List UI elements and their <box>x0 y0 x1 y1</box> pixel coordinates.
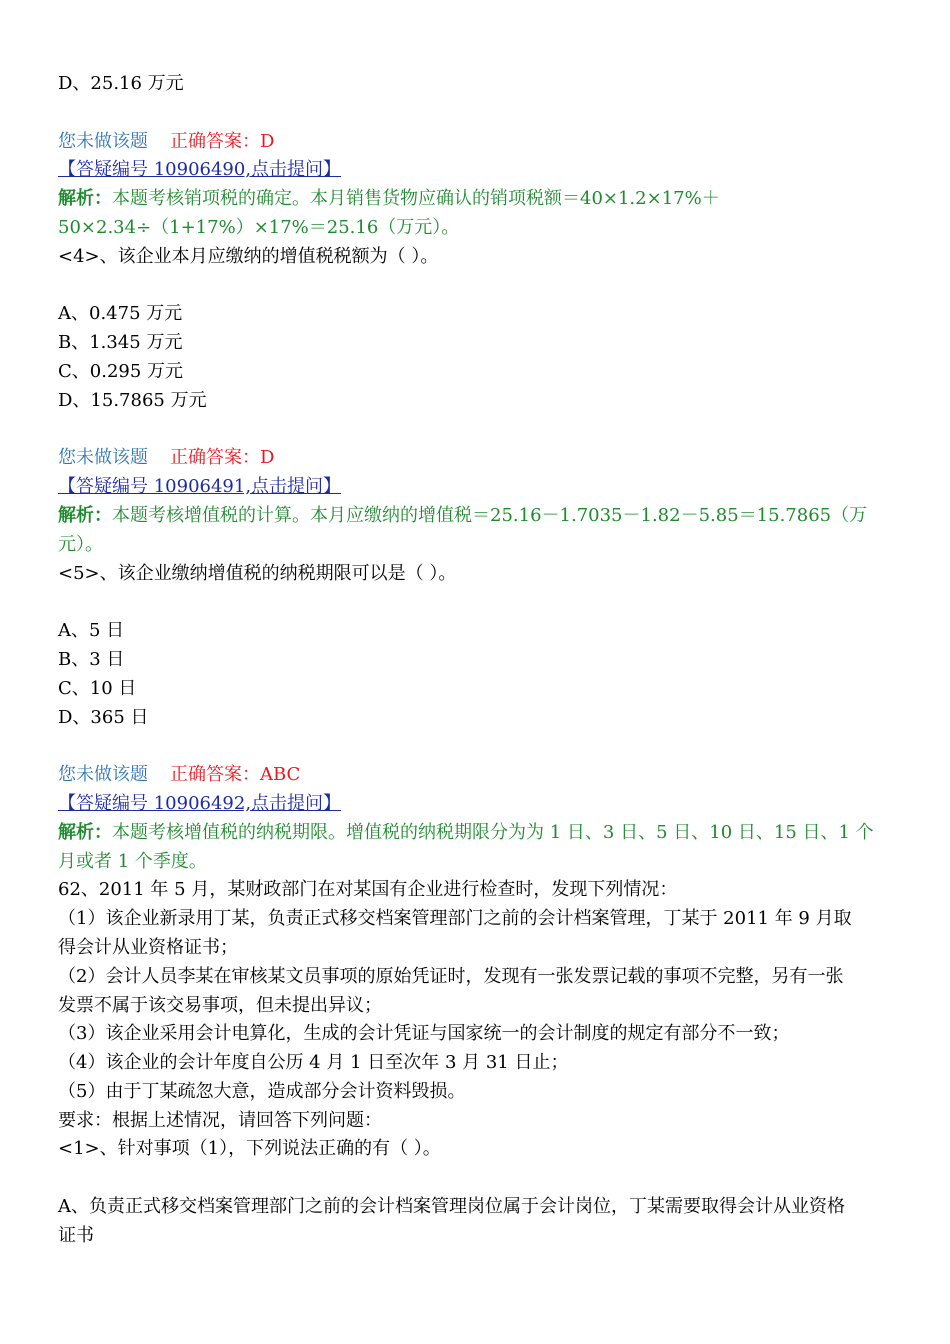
q62-intro: 62、2011 年 5 月，某财政部门在对某国有企业进行检查时，发现下列情况： <box>58 879 678 901</box>
q3-ask-question-link[interactable]: 【答疑编号 10906490,点击提问】 <box>58 159 342 181</box>
q5-analysis-text-2: 月或者 1 个季度。 <box>58 850 207 872</box>
q4-option-c[interactable]: C、0.295 万元 <box>58 360 184 382</box>
q4-ask-question-link[interactable]: 【答疑编号 10906491,点击提问】 <box>58 476 342 498</box>
q3-correct-answer: 正确答案：D <box>170 130 275 152</box>
q62-line: （3）该企业采用会计电算化，生成的会计凭证与国家统一的会计制度的规定有部分不一致； <box>58 1023 790 1045</box>
q5-analysis-text-1: 本题考核增值税的纳税期限。增值税的纳税期限分为为 1 日、3 日、5 日、10 日、15 日、1 个 <box>112 821 874 843</box>
q5-analysis <box>58 819 898 848</box>
q4-analysis-label: 解析： <box>58 504 112 526</box>
q5-status: 您未做该题 <box>58 764 148 786</box>
q3-analysis <box>58 185 898 214</box>
q5-option-b[interactable]: B、3 日 <box>58 648 125 670</box>
document-page <box>58 70 898 1251</box>
q5-ask-question-link[interactable]: 【答疑编号 10906492,点击提问】 <box>58 792 342 814</box>
q62-line: （2）会计人员李某在审核某文员事项的原始凭证时，发现有一张发票记载的事项不完整，另有一张 <box>58 965 844 987</box>
q5-question: <5>、该企业缴纳增值税的纳税期限可以是（ ）。 <box>58 562 457 584</box>
q4-result-line <box>58 444 898 473</box>
q62-option-a[interactable]: A、负责正式移交档案管理部门之前的会计档案管理岗位属于会计岗位，丁某需要取得会计从业资格 <box>58 1196 845 1218</box>
q3-analysis-label: 解析： <box>58 188 112 210</box>
q62-requirement: 要求：根据上述情况，请回答下列问题： <box>58 1109 382 1131</box>
q5-option-a[interactable]: A、5 日 <box>58 620 125 642</box>
q5-option-c[interactable]: C、10 日 <box>58 677 137 699</box>
q5-analysis-label: 解析： <box>58 821 112 843</box>
q5-option-d[interactable]: D、365 日 <box>58 706 149 728</box>
q3-result-line <box>58 128 898 157</box>
q4-analysis-text-2: 元）。 <box>58 533 103 555</box>
q3-status: 您未做该题 <box>58 130 148 152</box>
q5-question-link-line <box>58 790 898 819</box>
q62-sub-question-1: <1>、针对事项（1），下列说法正确的有（ ）。 <box>58 1138 441 1160</box>
q4-option-b[interactable]: B、1.345 万元 <box>58 332 183 354</box>
q4-question: <4>、该企业本月应缴纳的增值税税额为（ ）。 <box>58 245 439 267</box>
q3-option-d[interactable]: D、25.16 万元 <box>58 73 184 94</box>
q5-result-line <box>58 761 898 790</box>
q4-analysis-text-1: 本题考核增值税的计算。本月应缴纳的增值税＝25.16－1.7035－1.82－5.85＝15.7865（万 <box>112 504 868 526</box>
q4-option-a[interactable]: A、0.475 万元 <box>58 303 183 325</box>
q5-correct-answer: 正确答案：ABC <box>170 764 301 786</box>
q62-line: 发票不属于该交易事项，但未提出异议； <box>58 994 382 1016</box>
q62-line: （5）由于丁某疏忽大意，造成部分会计资料毁损。 <box>58 1080 466 1102</box>
q3-question-link-line <box>58 156 898 185</box>
q62-line: （1）该企业新录用丁某，负责正式移交档案管理部门之前的会计档案管理，丁某于 2011 年 9 月取 <box>58 908 852 930</box>
q4-option-d[interactable]: D、15.7865 万元 <box>58 389 207 411</box>
q4-question-link-line <box>58 473 898 502</box>
q4-status: 您未做该题 <box>58 447 148 469</box>
q3-analysis-text-2: 50×2.34÷（1+17%）×17%＝25.16（万元）。 <box>58 216 460 238</box>
q62-line: 得会计从业资格证书； <box>58 936 238 958</box>
q62-option-a-cont: 证书 <box>58 1224 94 1246</box>
q62-line: （4）该企业的会计年度自公历 4 月 1 日至次年 3 月 31 日止； <box>58 1052 569 1074</box>
q4-analysis <box>58 502 898 531</box>
q4-correct-answer: 正确答案：D <box>170 447 275 469</box>
q3-analysis-text-1: 本题考核销项税的确定。本月销售货物应确认的销项税额＝40×1.2×17%＋ <box>112 188 720 210</box>
